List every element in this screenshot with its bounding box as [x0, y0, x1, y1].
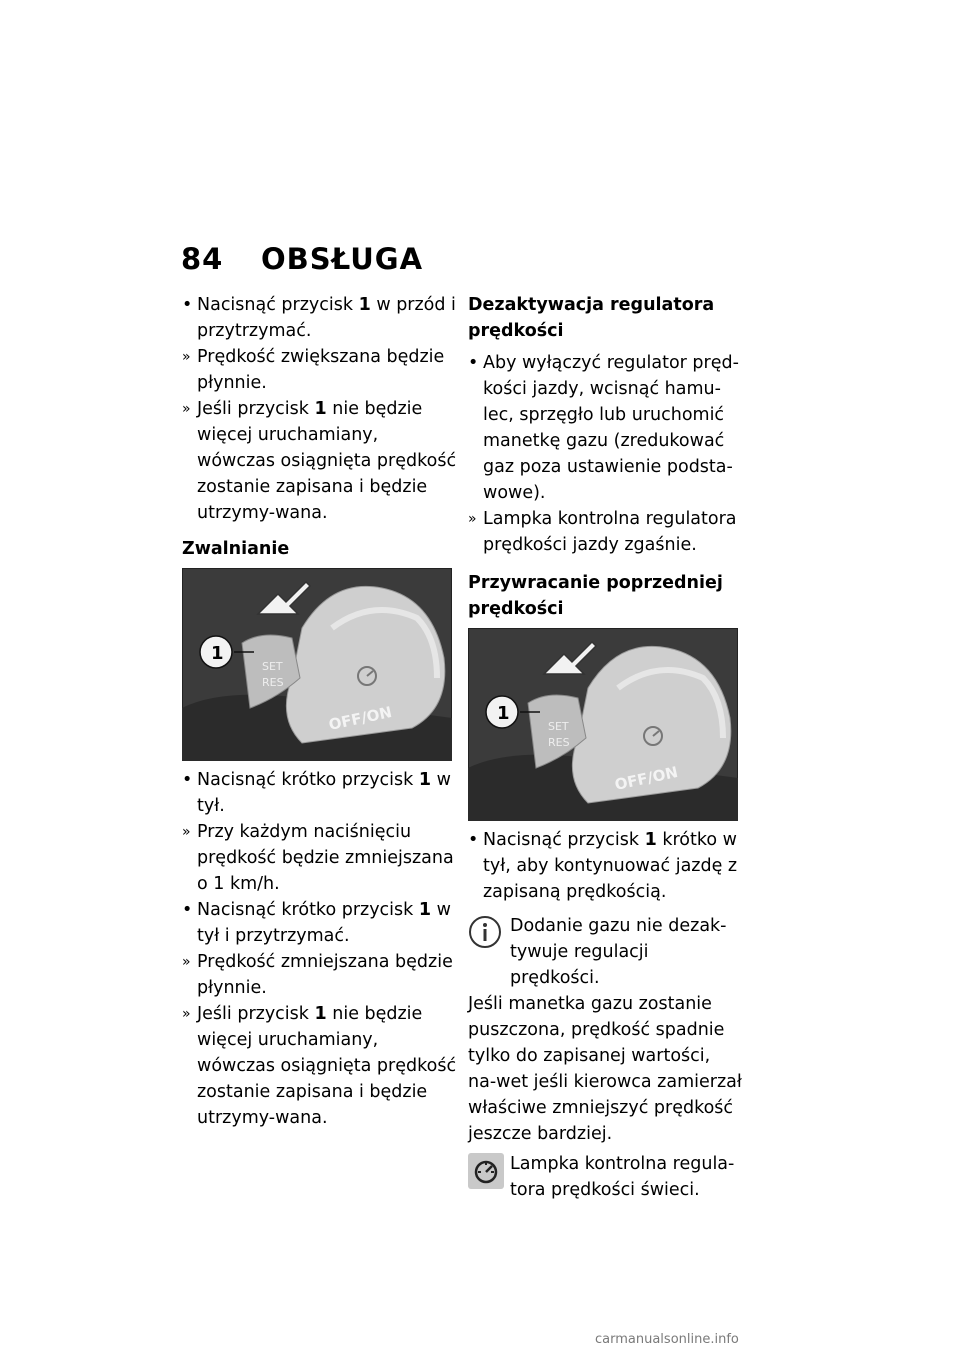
heading-zwalnianie: Zwalnianie — [182, 539, 290, 559]
item-text-cont: w przód i przytrzymać. — [197, 295, 456, 341]
figure-set-res-button — [182, 568, 457, 761]
fig1-res-label: RES — [262, 676, 284, 689]
steps-restore — [468, 827, 743, 905]
item-text: Nacisnąć przycisk — [483, 830, 645, 850]
item-text: Prędkość zwiększana będzie płynnie. — [197, 347, 445, 393]
button-reference: 1 — [418, 900, 432, 920]
right-column — [468, 292, 743, 1203]
figure-restore-speed — [468, 628, 743, 821]
bullet-marker: • — [182, 900, 193, 920]
item-text-cont: nie będzie więcej uruchamiany, wówczas osiągnięta prędkość zostanie zapisana i będzie utrzymy-wana. — [197, 1004, 457, 1128]
steps-accelerate — [182, 292, 457, 526]
button-reference: 1 — [644, 830, 657, 850]
result-item — [182, 819, 457, 897]
steps-deactivate — [468, 350, 743, 558]
fig2-callout-number: 1 — [497, 703, 510, 724]
heading-deactivate: Dezaktywacja regulatora prędkości — [468, 295, 715, 341]
bullet-marker: • — [468, 830, 479, 850]
result-item — [182, 396, 457, 526]
info-note — [468, 913, 743, 991]
lamp-note — [468, 1151, 743, 1203]
left-column — [182, 292, 457, 1131]
action-item — [182, 767, 457, 819]
info-note-text: Dodanie gazu nie dezak-tywuje regulacji prędkości. — [510, 916, 727, 988]
heading-restore: Przywracanie poprzedniej prędkości — [468, 573, 723, 619]
result-item — [182, 1001, 457, 1131]
item-text: Nacisnąć krótko przycisk — [197, 900, 419, 920]
result-marker: » — [182, 824, 191, 840]
steps-decelerate — [182, 767, 457, 1131]
button-reference: 1 — [418, 770, 432, 790]
item-text: Nacisnąć krótko przycisk — [197, 770, 419, 790]
fig2-offon-label: OFF/ON — [613, 762, 680, 794]
bullet-marker: • — [182, 770, 193, 790]
result-marker: » — [182, 401, 191, 417]
fig2-set-label: SET — [548, 720, 569, 733]
result-marker: » — [182, 1006, 191, 1022]
info-paragraph: Jeśli manetka gazu zostanie puszczona, prędkość spadnie tylko do zapisanej wartości, na-wet jeśli kierowca zamierzał właściwe zmniejszyć prędkość jeszcze bardziej. — [468, 994, 742, 1144]
page-number: 84 — [181, 242, 224, 276]
bullet-marker: • — [468, 353, 479, 373]
action-item — [182, 897, 457, 949]
item-text: Prędkość zmniejszana będzie płynnie. — [197, 952, 453, 998]
info-icon — [468, 915, 502, 957]
item-text: Aby wyłączyć regulator pręd-kości jazdy, wcisnąć hamu-lec, sprzęgło lub uruchomić manetkę gazu (zredukować gaz poza ustawienie podsta-wowe). — [483, 353, 739, 503]
action-item — [468, 350, 743, 506]
bullet-marker: • — [182, 295, 193, 315]
item-text: Jeśli przycisk — [197, 1004, 315, 1024]
result-item — [468, 506, 743, 558]
fig2-res-label: RES — [548, 736, 570, 749]
item-text: Lampka kontrolna regulatora prędkości jazdy zgaśnie. — [483, 509, 737, 555]
item-text: Jeśli przycisk — [197, 399, 315, 419]
result-marker: » — [468, 511, 477, 527]
fig1-set-label: SET — [262, 660, 283, 673]
result-marker: » — [182, 349, 191, 365]
item-text-cont: w tył. — [197, 770, 451, 816]
handlebar-switch-illustration — [182, 568, 452, 761]
button-reference: 1 — [314, 1004, 327, 1024]
fig1-offon-label: OFF/ON — [327, 702, 394, 734]
handlebar-switch-illustration-2 — [468, 628, 738, 821]
section-title: OBSŁUGA — [261, 242, 424, 276]
button-reference: 1 — [358, 295, 371, 315]
watermark: carmanualsonline.info — [595, 1332, 739, 1347]
item-text-cont: w tył i przytrzymać. — [197, 900, 451, 946]
item-text: Nacisnąć przycisk — [197, 295, 359, 315]
fig1-callout-number: 1 — [211, 643, 224, 664]
item-text-cont: nie będzie więcej uruchamiany, wówczas osiągnięta prędkość zostanie zapisana i będzie utrzymy-wana. — [197, 399, 457, 523]
action-item — [468, 827, 743, 905]
result-item — [182, 344, 457, 396]
action-item — [182, 292, 457, 344]
button-reference: 1 — [314, 399, 327, 419]
cruise-control-lamp-icon — [468, 1153, 504, 1197]
page-header — [181, 242, 423, 276]
lamp-note-text: Lampka kontrolna regula-tora prędkości świeci. — [510, 1154, 735, 1200]
item-text-cont: krótko w tył, aby kontynuować jazdę z zapisaną prędkością. — [483, 830, 738, 902]
item-text: Przy każdym naciśnięciu prędkość będzie zmniejszana o 1 km/h. — [197, 822, 454, 894]
result-item — [182, 949, 457, 1001]
result-marker: » — [182, 954, 191, 970]
